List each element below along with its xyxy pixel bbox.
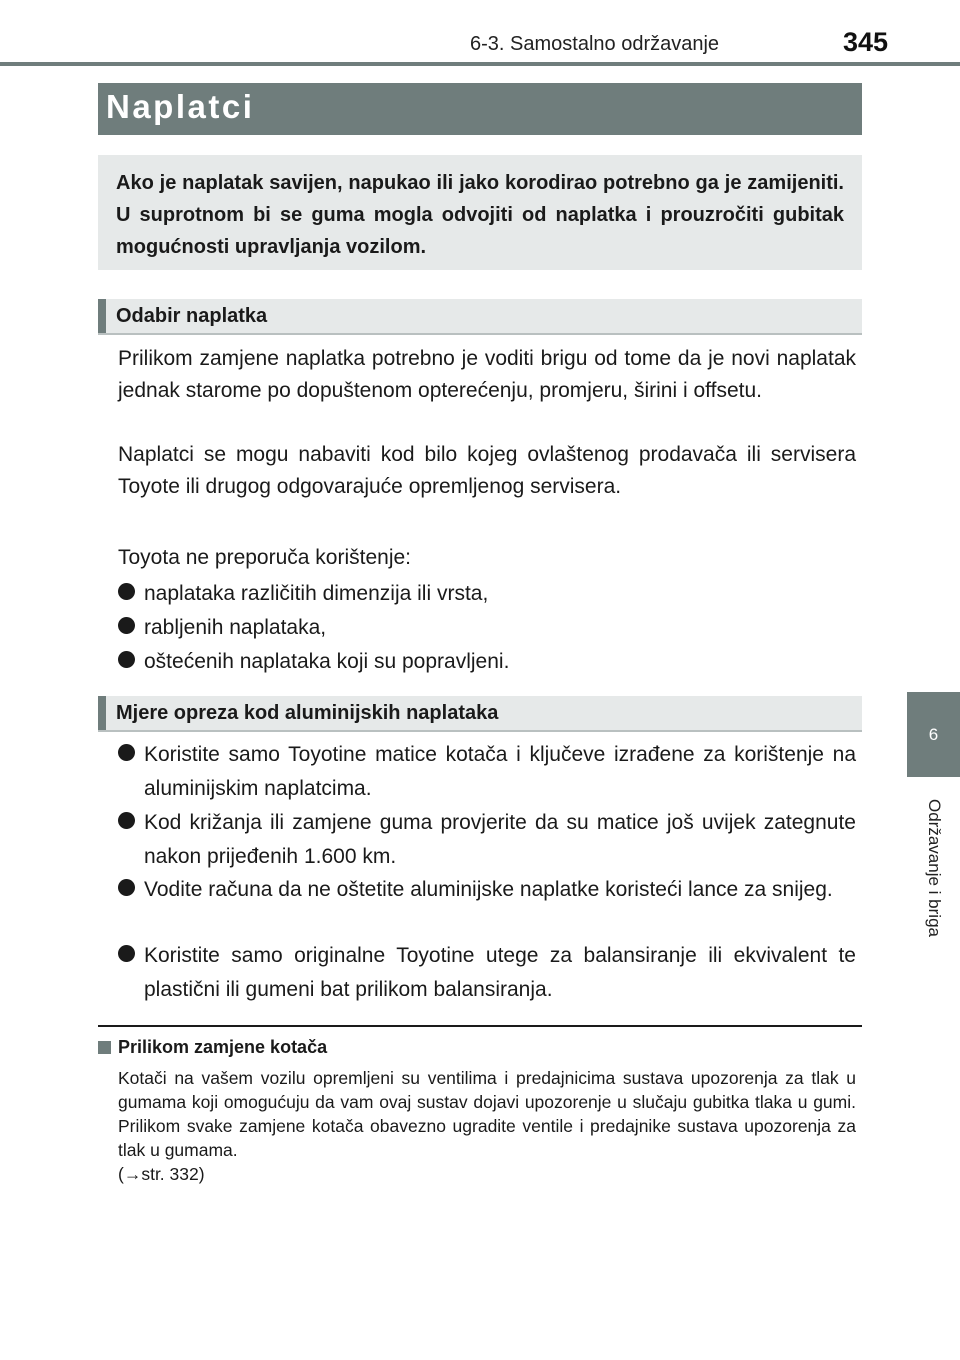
paragraph: Prilikom zamjene naplatka potrebno je voditi brigu od tome da je novi naplatak jednak starome po dopuštenom opterećenju, promjeru, širini i offsetu. <box>118 347 856 402</box>
list-item-text: naplataka različitih dimenzija ili vrsta, <box>144 582 489 605</box>
list-item <box>118 577 856 611</box>
bullet-icon <box>118 879 135 896</box>
list-item <box>118 873 856 907</box>
bullet-icon <box>118 651 135 668</box>
paragraph: Naplatci se mogu nabaviti kod bilo kojeg ovlaštenog prodavača ili servisera Toyote ili drugog odgovarajuće opremljenog servisera. <box>118 443 856 498</box>
list-item <box>118 939 856 1007</box>
intro-text: Ako je naplatak savijen, napukao ili jako korodirao potrebno ga je zamijeniti. U suprotnom bi se guma mogla odvojiti od naplatka i prouzročiti gubitak mogućnosti upravljanja vozilom. <box>116 172 844 258</box>
list-item <box>118 611 856 645</box>
list-item-text: Koristite samo Toyotine matice kotača i ključeve izrađene za korištenje na aluminijskim naplatcima. <box>144 743 856 800</box>
bullet-icon <box>118 583 135 600</box>
section-heading-text: Mjere opreza kod aluminijskih naplataka <box>116 702 499 724</box>
header-divider <box>0 62 960 66</box>
section-heading-aluminium-precautions <box>98 696 862 732</box>
list-item-text: Koristite samo originalne Toyotine utege za balansiranje ili ekvivalent te plastični ili gumeni bat prilikom balansiranja. <box>144 944 856 1001</box>
chapter-tab: 6 <box>907 692 960 777</box>
note-divider <box>98 1025 862 1027</box>
intro-box <box>98 155 862 270</box>
page-title-bar <box>98 83 862 135</box>
list-item-text: Kod križanja ili zamjene guma provjerite da su matice još uvijek zategnute nakon prijeđenih 1.600 km. <box>144 811 856 868</box>
square-bullet-icon <box>98 1041 111 1054</box>
page-title: Naplatci <box>106 88 255 125</box>
list-item-text: oštećenih naplataka koji su popravljeni. <box>144 650 510 673</box>
note-heading-text: Prilikom zamjene kotača <box>118 1037 328 1057</box>
bullet-icon <box>118 617 135 634</box>
bullet-icon <box>118 945 135 962</box>
list-item <box>118 645 856 679</box>
bullet-icon <box>118 744 135 761</box>
section-heading-text: Odabir naplatka <box>116 305 268 327</box>
bullet-icon <box>118 812 135 829</box>
paragraph: Toyota ne preporuča korištenje: <box>118 546 412 569</box>
list-item-text: rabljenih naplataka, <box>144 616 327 639</box>
chapter-title: Održavanje i briga <box>925 799 944 937</box>
list-item <box>118 806 856 874</box>
note-body: Kotači na vašem vozilu opremljeni su ventilima i predajnicima sustava upozorenja za tlak u gumama koji omogućuju da vam ovaj sustav dojavi upozorenje u slučaju gubitka tlaka u gumi. Prilikom svake zamjene kotača obavezno ugradite ventile i predajnike sustava upozorenja za tlak u gumama. <box>118 1068 856 1160</box>
running-header-section: 6-3. Samostalno održavanje <box>470 33 720 55</box>
page-number: 345 <box>843 27 889 57</box>
section-heading-wheel-selection <box>98 299 862 335</box>
list-item-text: Vodite računa da ne oštetite aluminijske naplatke koristeći lance za snijeg. <box>144 878 833 901</box>
page-reference-link[interactable]: (→str. 332) <box>118 1164 205 1184</box>
list-item <box>118 738 856 806</box>
